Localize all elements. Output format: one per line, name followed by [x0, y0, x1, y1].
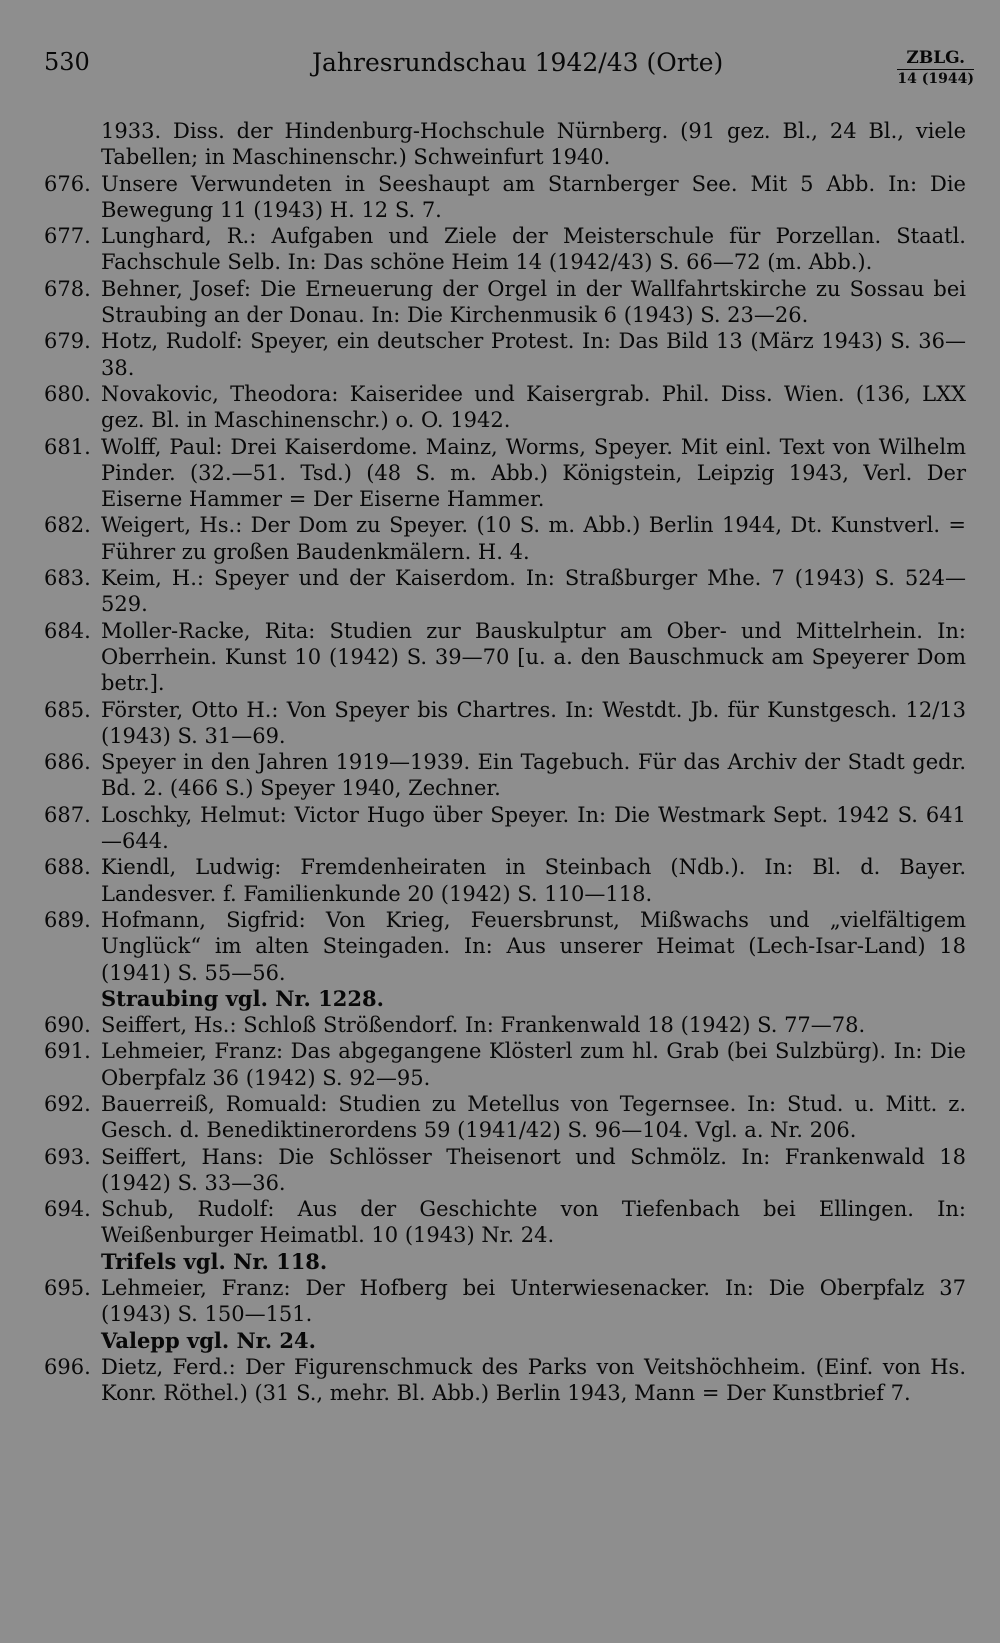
entry-number: 687.	[44, 802, 91, 827]
bibliography-entry	[44, 1038, 966, 1091]
entry-text: Weigert, Hs.: Der Dom zu Speyer. (10 S. m. Abb.) Berlin 1944, Dt. Kunstverl. = Führer zu großen Baudenkmälern. H. 4.	[101, 513, 966, 564]
bibliography-entry	[44, 1196, 966, 1249]
entry-text: Förster, Otto H.: Von Speyer bis Chartres. In: Westdt. Jb. für Kunstgesch. 12/13 (1943) S. 31—69.	[101, 697, 966, 748]
bibliography-entry	[44, 171, 966, 224]
entry-text: Lehmeier, Franz: Das abgegangene Klösterl zum hl. Grab (bei Sulzbürg). In: Die Oberpfalz 36 (1942) S. 92—95.	[101, 1039, 966, 1090]
bibliography-entry	[44, 1354, 966, 1407]
entry-text: Behner, Josef: Die Erneuerung der Orgel in der Wallfahrtskirche zu Sossau bei Straubing an der Donau. In: Die Kirchenmusik 6 (1943) S. 23—26.	[101, 276, 966, 328]
entry-number: 695.	[44, 1276, 91, 1301]
entry-text: Schub, Rudolf: Aus der Geschichte von Tiefenbach bei Ellingen. In: Weißenburger Heimatbl. 10 (1943) Nr. 24.	[101, 1197, 966, 1248]
entry-text: Bauerreiß, Romuald: Studien zu Metellus von Tegernsee. In: Stud. u. Mitt. z. Gesch. d. Benediktinerordens 59 (1941/42) S. 96—104. Vgl. a. Nr. 206.	[101, 1091, 966, 1143]
bibliography-list	[44, 118, 966, 1407]
entry-text: Lunghard, R.: Aufgaben und Ziele der Meisterschule für Porzellan. Staatl. Fachschule Selb. In: Das schöne Heim 14 (1942/43) S. 66—72 (m. Abb.).	[101, 224, 966, 275]
entry-number: 696.	[44, 1354, 91, 1379]
running-title: Jahresrundschau 1942/43 (Orte)	[312, 48, 724, 77]
cross-reference: Valepp vgl. Nr. 24.	[101, 1327, 316, 1353]
entry-number: 684.	[44, 618, 91, 643]
entry-number: 694.	[44, 1197, 91, 1222]
bibliography-entry	[44, 697, 966, 750]
entry-number: 691.	[44, 1039, 91, 1064]
entry-text: Keim, H.: Speyer und der Kaiserdom. In: Straßburger Mhe. 7 (1943) S. 524—529.	[101, 566, 966, 617]
entry-number: 683.	[44, 566, 91, 591]
entry-text: Hotz, Rudolf: Speyer, ein deutscher Protest. In: Das Bild 13 (März 1943) S. 36—38.	[101, 329, 966, 380]
entry-text: Loschky, Helmut: Victor Hugo über Speyer. In: Die Westmark Sept. 1942 S. 641—644.	[101, 802, 966, 854]
entry-text: Unsere Verwundeten in Seeshaupt am Starnberger See. Mit 5 Abb. In: Die Bewegung 11 (1943) H. 12 S. 7.	[101, 171, 966, 222]
entry-number: 677.	[44, 224, 91, 249]
bibliography-entry	[44, 565, 966, 618]
cross-reference: Trifels vgl. Nr. 118.	[101, 1248, 328, 1274]
page-header	[44, 48, 974, 94]
entry-text: Speyer in den Jahren 1919—1939. Ein Tagebuch. Für das Archiv der Stadt gedr. Bd. 2. (466 S.) Speyer 1940, Zechner.	[101, 750, 966, 801]
bibliography-entry	[44, 1012, 966, 1038]
entry-text: Lehmeier, Franz: Der Hofberg bei Unterwiesenacker. In: Die Oberpfalz 37 (1943) S. 150—151.	[101, 1276, 966, 1327]
entry-number: 680.	[44, 381, 91, 406]
bibliography-entry	[44, 1091, 966, 1144]
bibliography-entry	[44, 618, 966, 697]
bibliography-entry	[44, 749, 966, 802]
entry-number: 686.	[44, 750, 91, 775]
entry-text: Wolff, Paul: Drei Kaiserdome. Mainz, Worms, Speyer. Mit einl. Text von Wilhelm Pinder. (32.—51. Tsd.) (48 S. m. Abb.) Königstein, Leipzig 1943, Verl. Der Eiserne Hammer = Der Eiserne Hammer.	[101, 434, 966, 512]
journal-abbreviation: ZBLG.	[897, 48, 974, 70]
continuation-text: 1933. Diss. der Hindenburg-Hochschule Nürnberg. (91 gez. Bl., 24 Bl., viele Tabellen; in Maschinenschr.) Schweinfurt 1940.	[101, 119, 966, 170]
cross-reference: Straubing vgl. Nr. 1228.	[101, 985, 384, 1011]
bibliography-entry	[44, 1144, 966, 1197]
journal-reference	[897, 48, 974, 87]
entry-text: Seiffert, Hs.: Schloß Strößendorf. In: Frankenwald 18 (1942) S. 77—78.	[101, 1013, 866, 1038]
entry-number: 693.	[44, 1144, 91, 1169]
bibliography-entry	[44, 328, 966, 381]
entry-number: 690.	[44, 1013, 91, 1038]
entry-text: Dietz, Ferd.: Der Figurenschmuck des Parks von Veitshöchheim. (Einf. von Hs. Konr. Röthel.) (31 S., mehr. Bl. Abb.) Berlin 1943, Mann = Der Kunstbrief 7.	[101, 1354, 966, 1406]
bibliography-entry	[44, 381, 966, 434]
entry-number: 676.	[44, 171, 91, 196]
entry-number: 681.	[44, 434, 91, 459]
entry-text: Hofmann, Sigfrid: Von Krieg, Feuersbrunst, Mißwachs und „vielfältigem Unglück“ im alten Steingaden. In: Aus unserer Heimat (Lech-Isar-Land) 18 (1941) S. 55—56.	[101, 907, 966, 985]
entry-text: Kiendl, Ludwig: Fremdenheiraten in Steinbach (Ndb.). In: Bl. d. Bayer. Landesver. f. Familienkunde 20 (1942) S. 110—118.	[101, 855, 966, 906]
entry-number: 688.	[44, 855, 91, 880]
bibliography-entry	[44, 434, 966, 513]
entry-text: Novakovic, Theodora: Kaiseridee und Kaisergrab. Phil. Diss. Wien. (136, LXX gez. Bl. in Maschinenschr.) o. O. 1942.	[101, 381, 966, 433]
entry-number: 689.	[44, 907, 91, 932]
entry-number: 679.	[44, 329, 91, 354]
bibliography-entry	[44, 802, 966, 855]
entry-text: Seiffert, Hans: Die Schlösser Theisenort und Schmölz. In: Frankenwald 18 (1942) S. 33—36.	[101, 1144, 966, 1195]
bibliography-entry	[44, 223, 966, 276]
entry-number: 692.	[44, 1091, 91, 1116]
entry-text: Moller-Racke, Rita: Studien zur Bauskulptur am Ober- und Mittelrhein. In: Oberrhein. Kunst 10 (1942) S. 39—70 [u. a. den Bauschmuck am Speyerer Dom betr.].	[101, 618, 966, 696]
entry-number: 682.	[44, 513, 91, 538]
entry-number: 678.	[44, 276, 91, 301]
bibliography-entry	[44, 512, 966, 565]
bibliography-entry	[44, 276, 966, 329]
bibliography-entry	[44, 854, 966, 907]
entry-number: 685.	[44, 697, 91, 722]
bibliography-entry	[44, 1275, 966, 1328]
bibliography-entry	[44, 907, 966, 986]
journal-volume: 14 (1944)	[897, 71, 974, 87]
page-number: 530	[44, 48, 90, 76]
